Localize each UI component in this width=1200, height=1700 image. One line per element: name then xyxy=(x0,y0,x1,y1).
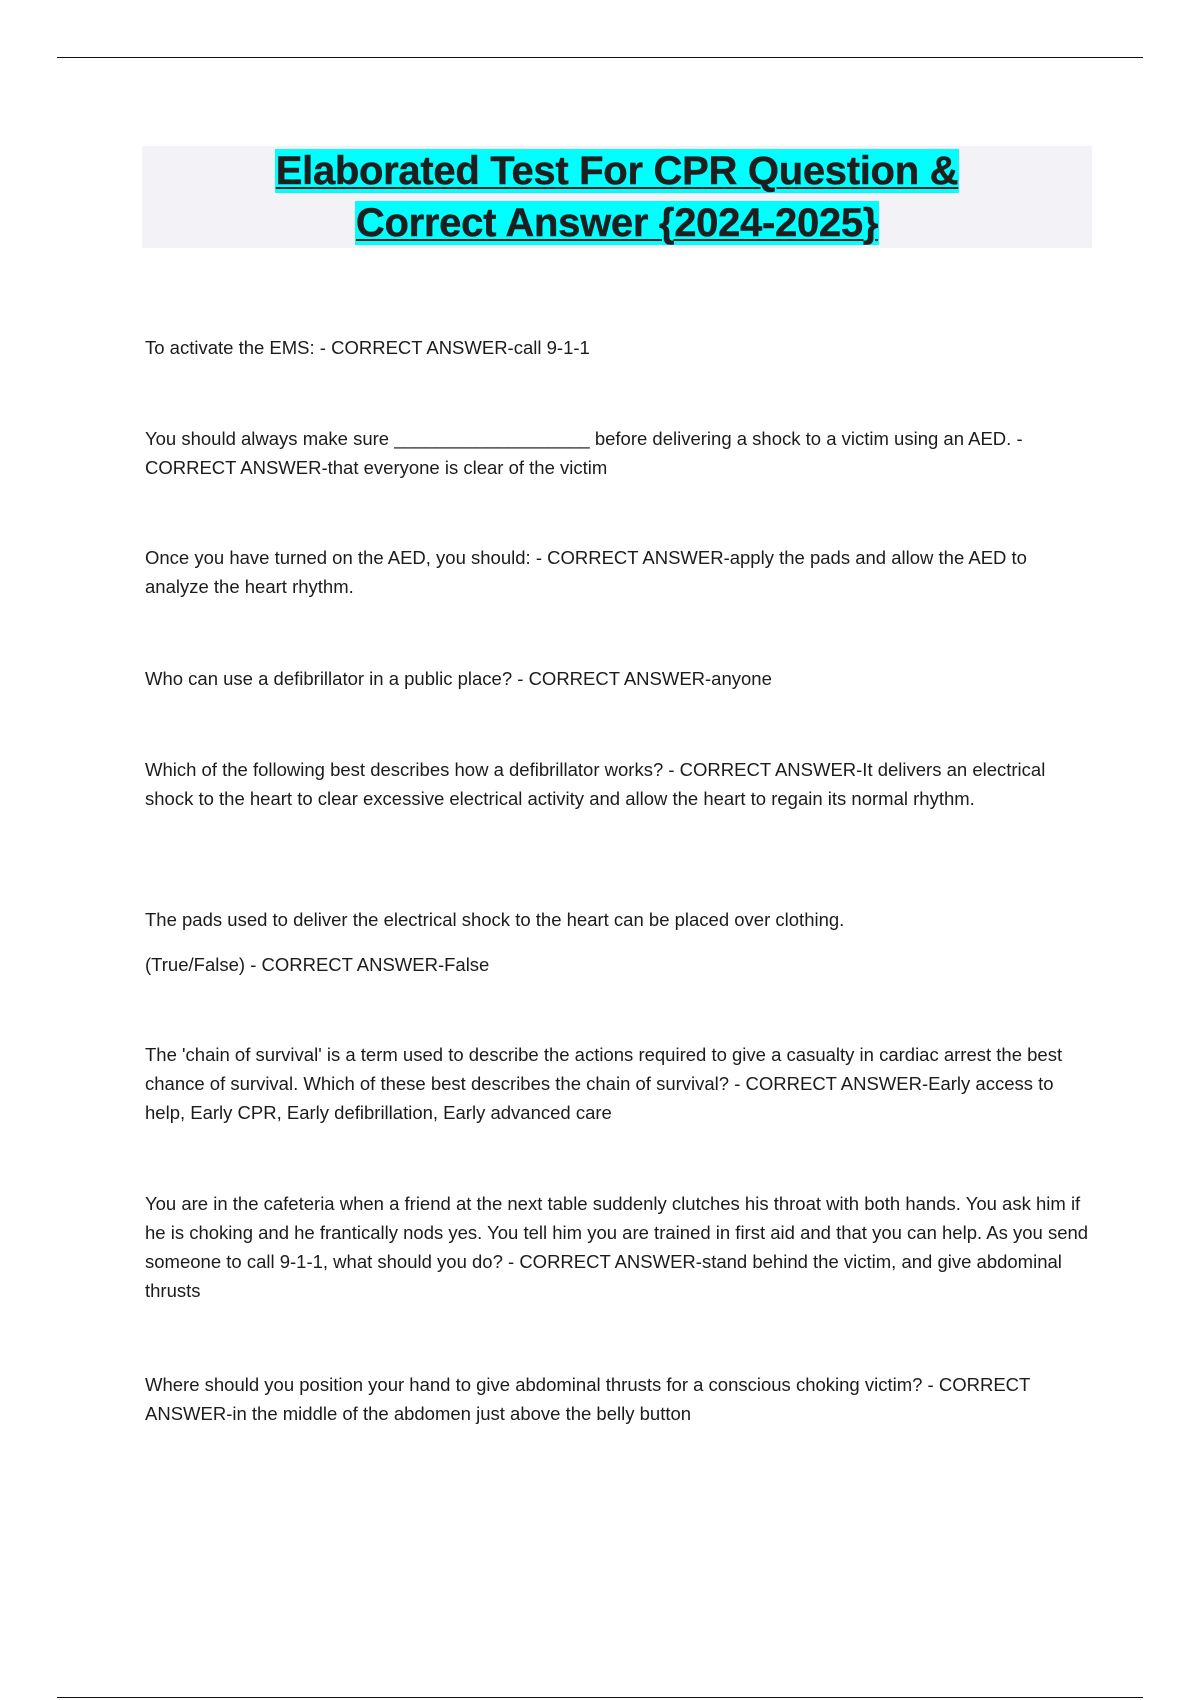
qa-item: Who can use a defibrillator in a public place? - CORRECT ANSWER-anyone xyxy=(145,668,772,689)
title-banner xyxy=(142,146,1092,248)
qa-item: Once you have turned on the AED, you should: - CORRECT ANSWER-apply the pads and allow the AED to analyze the heart rhythm. xyxy=(145,547,1027,597)
bottom-rule xyxy=(57,1697,1143,1698)
qa-item: (True/False) - CORRECT ANSWER-False xyxy=(145,954,490,975)
qa-item: Which of the following best describes how a defibrillator works? - CORRECT ANSWER-It delivers an electrical shock to the heart to clear excessive electrical activity and allow the heart to regain its normal rhythm. xyxy=(145,759,1046,809)
qa-item: You should always make sure ___________________ before delivering a shock to a victim using an AED. - CORRECT ANSWER-that everyone is clear of the victim xyxy=(145,428,1023,478)
qa-item: Where should you position your hand to give abdominal thrusts for a conscious choking victim? - CORRECT ANSWER-in the middle of the abdomen just above the belly button xyxy=(145,1374,1030,1424)
qa-item: The pads used to deliver the electrical shock to the heart can be placed over clothing. xyxy=(145,909,845,930)
title-line-1: Elaborated Test For CPR Question & xyxy=(275,149,959,193)
qa-item: You are in the cafeteria when a friend at the next table suddenly clutches his throat with both hands. You ask him if he is choking and he frantically nods yes. You tell him you are trained in first aid and that you can help. As you send someone to call 9-1-1, what should you do? - CORRECT ANSWER-stand behind the victim, and give abdominal thrusts xyxy=(145,1193,1089,1301)
top-rule xyxy=(57,57,1143,58)
title-line-2: Correct Answer {2024-2025} xyxy=(355,201,879,245)
page-title xyxy=(275,145,959,249)
qa-item: To activate the EMS: - CORRECT ANSWER-call 9-1-1 xyxy=(145,337,590,358)
qa-item: The 'chain of survival' is a term used to describe the actions required to give a casualty in cardiac arrest the best chance of survival. Which of these best describes the chain of survival? - CORRECT ANSWER-Early access to help, Early CPR, Early defibrillation, Early advanced care xyxy=(145,1044,1063,1123)
